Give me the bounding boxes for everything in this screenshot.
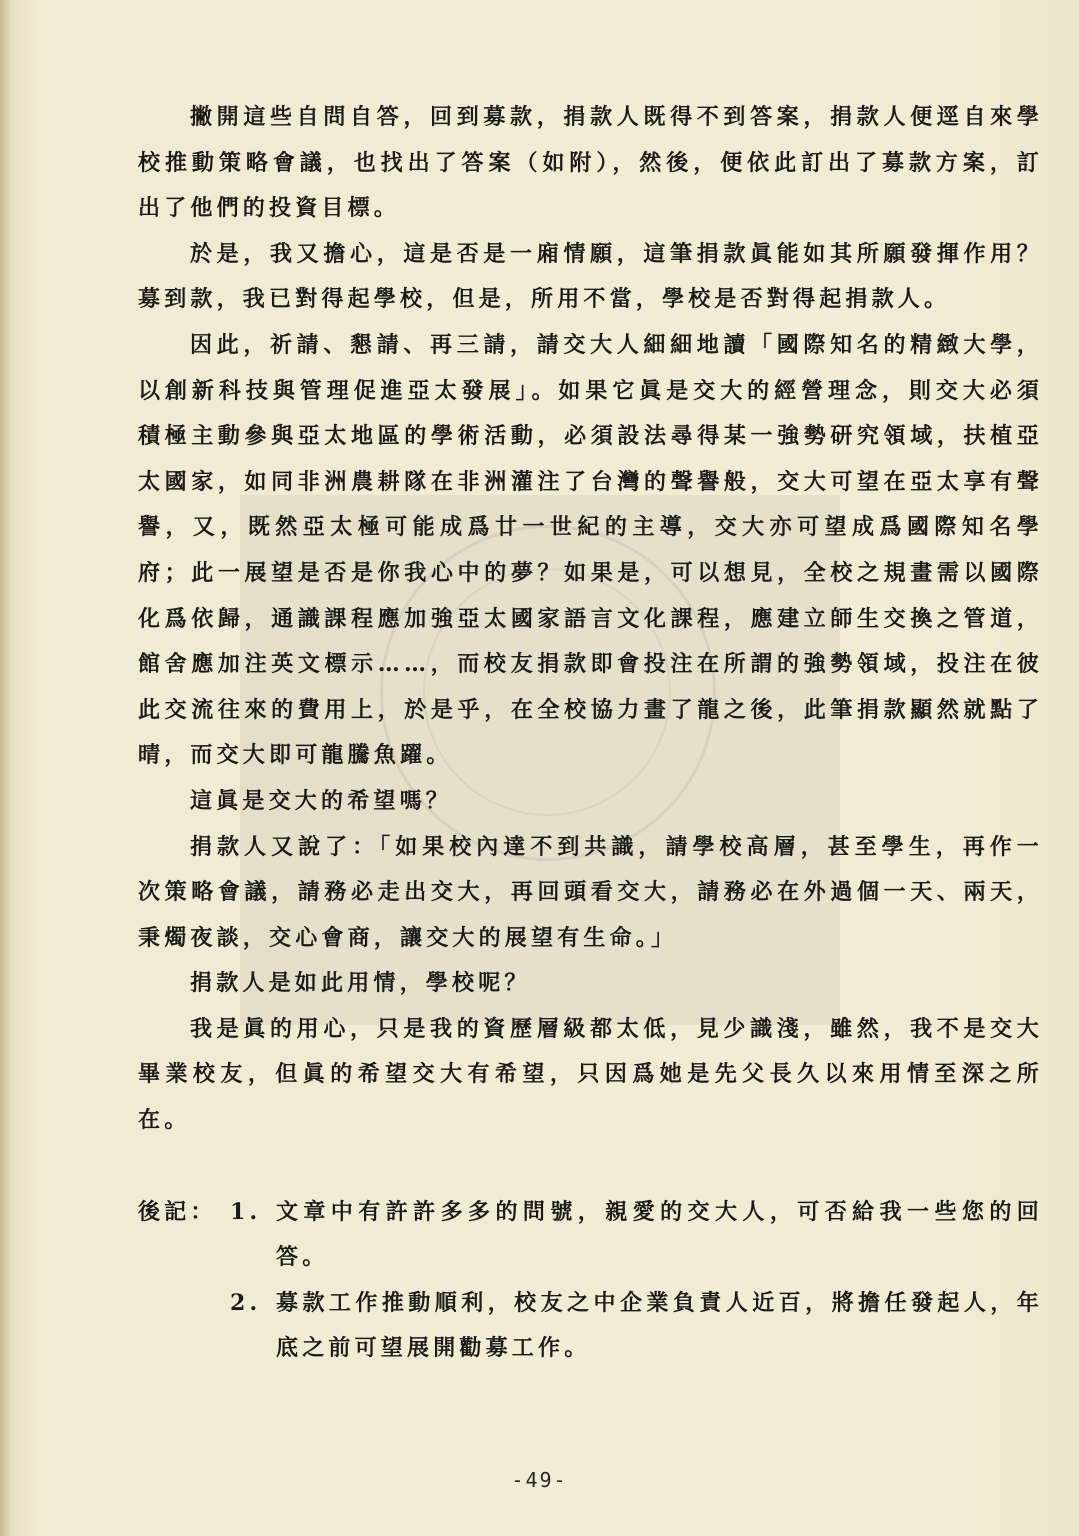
postscript-label: 後記： [138, 1198, 217, 1225]
postscript-item [230, 1190, 1043, 1281]
postscript-item-number: 2. [230, 1289, 262, 1316]
page-number: -49- [511, 1468, 568, 1492]
paragraph-6: 捐款人是如此用情，學校呢？ [190, 970, 531, 997]
postscript-item [230, 1281, 1043, 1372]
paragraph-1: 撇開這些自問自答，回到募款，捐款人既得不到答案，捐款人便逕自來學校推動策略會議，也找出了答案（如附），然後，便依此訂出了募款方案，訂出了他們的投資目標。 [138, 104, 1043, 222]
article-body [138, 95, 1043, 1372]
paragraph-5: 捐款人又說了：「如果校內達不到共識，請學校高層，甚至學生，再作一次策略會議，請務必走出交大，再回頭看交大，請務必在外過個一天、兩天，秉燭夜談，交心會商，讓交大的展望有生命。」 [138, 833, 1043, 951]
paragraph-3: 因此，祈請、懇請、再三請，請交大人細細地讀「國際知名的精緻大學，以創新科技與管理促進亞太發展」。如果它眞是交大的經營理念，則交大必須積極主動參與亞太地區的學術活動，必須設法尋得某一強勢研究領域，扶植亞太國家，如同非洲農耕隊在非洲灌注了台灣的聲譽般，交大可望在亞太享有聲譽，又，既然亞太極可能成爲廿一世紀的主導，交大亦可望成爲國際知名學府；此一展望是否是你我心中的夢？如果是，可以想見，全校之規畫需以國際化爲依歸，通識課程應加強亞太國家語言文化課程，應建立師生交換之管道，館舍應加注英文標示……，而校友捐款即會投注在所謂的強勢領域，投注在彼此交流往來的費用上，於是乎，在全校協力畫了龍之後，此筆捐款顯然就點了晴，而交大即可龍騰魚躍。 [138, 331, 1043, 769]
postscript [138, 1190, 1043, 1372]
paragraph-7: 我是眞的用心，只是我的資歷層級都太低，見少識淺，雖然，我不是交大畢業校友，但眞的希望交大有希望，只因爲她是先父長久以來用情至深之所在。 [138, 1015, 1043, 1134]
postscript-list [230, 1190, 1043, 1372]
section-gap [138, 1144, 1043, 1190]
postscript-item-text: 募款工作推動順利，校友之中企業負責人近百，將擔任發起人，年底之前可望展開勸募工作。 [276, 1289, 1043, 1362]
paragraph-2: 於是，我又擔心，這是否是一廂情願，這筆捐款眞能如其所願發揮作用？募到款，我已對得起學校，但是，所用不當，學校是否對得起捐款人。 [138, 240, 1043, 313]
postscript-item-text: 文章中有許許多多的問號，親愛的交大人，可否給我一些您的回答。 [276, 1198, 1043, 1271]
page-binding-edge [0, 0, 10, 1536]
postscript-item-number: 1. [230, 1198, 262, 1225]
paragraph-4: 這眞是交大的希望嗎？ [190, 787, 453, 814]
